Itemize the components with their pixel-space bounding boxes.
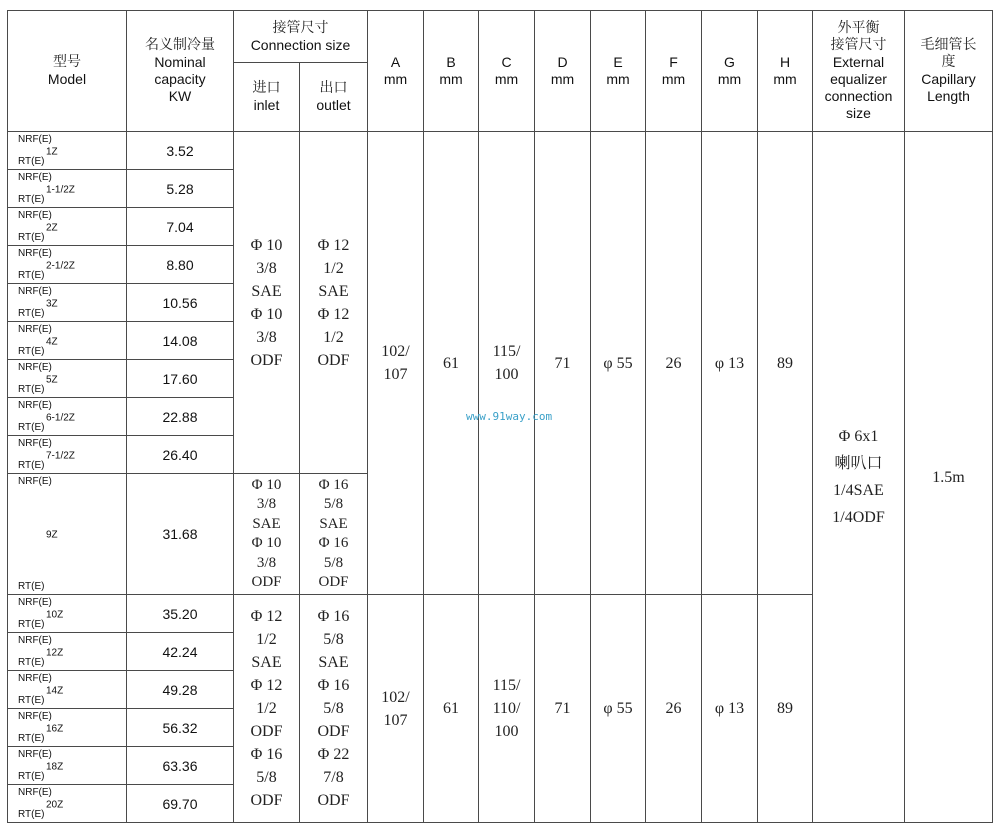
dim-f-cell: 26 [646,595,702,823]
model-prefix: NRF(E) [18,362,52,373]
model-cell [8,360,127,398]
header-capacity-en3: KW [168,88,192,104]
header-outlet: 出口 outlet [300,63,368,132]
header-dim-f: F mm [646,11,702,132]
model-prefix-2: RT(E) [18,156,45,167]
dim-g-cell: φ 13 [702,595,758,823]
model-suffix: 3Z [46,298,58,310]
model-prefix-2: RT(E) [18,809,45,820]
model-prefix-2: RT(E) [18,695,45,706]
dim-e-cell: φ 55 [591,132,646,595]
model-prefix: NRF(E) [18,134,52,145]
header-connection-cn: 接管尺寸 [272,19,329,36]
capacity-cell: 42.24 [127,633,234,671]
capacity-cell: 31.68 [127,474,234,595]
capacity-cell: 7.04 [127,208,234,246]
model-prefix-2: RT(E) [18,232,45,243]
model-prefix-2: RT(E) [18,460,45,471]
model-cell [8,246,127,284]
model-cell [8,208,127,246]
model-cell [8,322,127,360]
model-suffix: 12Z [46,647,64,659]
model-prefix: NRF(E) [18,749,52,760]
model-prefix: NRF(E) [18,635,52,646]
model-suffix: 4Z [46,336,58,348]
model-prefix-2: RT(E) [18,733,45,744]
model-prefix: NRF(E) [18,476,52,487]
model-prefix-2: RT(E) [18,270,45,281]
dim-d-cell: 71 [535,132,591,595]
header-connection-en: Connection size [250,36,351,53]
model-prefix: NRF(E) [18,400,52,411]
dim-g-cell: φ 13 [702,132,758,595]
inlet-cell: Φ 10 3/8 SAE Φ 10 3/8 ODF [234,474,300,595]
capacity-cell: 26.40 [127,436,234,474]
model-suffix: 10Z [46,609,64,621]
model-cell [8,170,127,208]
model-cell [8,709,127,747]
model-cell [8,436,127,474]
header-capacity-en2: capacity [154,71,206,87]
header-capillary: 毛细管长 度 Capillary Length [905,11,993,132]
dim-a-cell: 102/ 107 [368,132,424,595]
dim-c-cell: 115/ 110/ 100 [479,595,535,823]
model-prefix-2: RT(E) [18,346,45,357]
header-model-en: Model [47,71,87,87]
model-prefix: NRF(E) [18,597,52,608]
capacity-cell: 3.52 [127,132,234,170]
inlet-cell: Φ 10 3/8 SAE Φ 10 3/8 ODF [234,132,300,474]
dim-c-cell: 115/ 100 [479,132,535,595]
capacity-cell: 14.08 [127,322,234,360]
model-cell [8,633,127,671]
model-suffix: 20Z [46,799,64,811]
header-model-cn: 型号 [53,54,81,70]
header-external: 外平衡 接管尺寸 External equalizer connection size [813,11,905,132]
outlet-cell: Φ 16 5/8 SAE Φ 16 5/8 ODF Φ 22 7/8 ODF [300,595,368,823]
model-prefix: NRF(E) [18,210,52,221]
model-prefix: NRF(E) [18,787,52,798]
model-suffix: 2Z [46,222,58,234]
dim-a-cell: 102/ 107 [368,595,424,823]
model-prefix: NRF(E) [18,172,52,183]
header-connection [234,11,368,63]
model-prefix: NRF(E) [18,711,52,722]
model-prefix-2: RT(E) [18,657,45,668]
model-suffix: 18Z [46,761,64,773]
capacity-cell: 63.36 [127,747,234,785]
header-dim-e: E mm [591,11,646,132]
model-suffix: 1Z [46,146,58,158]
dim-h-cell: 89 [758,132,813,595]
model-cell [8,284,127,322]
capacity-cell: 17.60 [127,360,234,398]
header-dim-c: C mm [479,11,535,132]
dim-f-cell: 26 [646,132,702,595]
header-dim-b: B mm [424,11,479,132]
inlet-cell: Φ 12 1/2 SAE Φ 12 1/2 ODF Φ 16 5/8 ODF [234,595,300,823]
model-prefix-2: RT(E) [18,308,45,319]
model-suffix: 16Z [46,723,64,735]
model-cell [8,595,127,633]
table-row [8,132,993,170]
model-prefix: NRF(E) [18,438,52,449]
outlet-cell: Φ 12 1/2 SAE Φ 12 1/2 ODF [300,132,368,474]
header-dim-d: D mm [535,11,591,132]
outlet-cell: Φ 16 5/8 SAE Φ 16 5/8 ODF [300,474,368,595]
model-cell [8,747,127,785]
dim-d-cell: 71 [535,595,591,823]
model-suffix: 2-1/2Z [46,260,75,272]
model-prefix-2: RT(E) [18,771,45,782]
model-suffix: 1-1/2Z [46,184,75,196]
capacity-cell: 5.28 [127,170,234,208]
header-model [8,11,127,132]
dim-b-cell: 61 [424,595,479,823]
header-capacity [127,11,234,132]
model-prefix-2: RT(E) [18,194,45,205]
model-cell [8,132,127,170]
capacity-cell: 35.20 [127,595,234,633]
header-capacity-cn: 名义制冷量 [145,37,215,53]
capacity-cell: 10.56 [127,284,234,322]
header-inlet: 进口 inlet [234,63,300,132]
dim-h-cell: 89 [758,595,813,823]
model-prefix: NRF(E) [18,673,52,684]
header-capacity-en1: Nominal [154,54,206,70]
dim-e-cell: φ 55 [591,595,646,823]
model-prefix: NRF(E) [18,248,52,259]
capacity-cell: 56.32 [127,709,234,747]
capacity-cell: 69.70 [127,785,234,823]
model-cell [8,671,127,709]
model-suffix: 5Z [46,374,58,386]
model-cell [8,474,127,595]
watermark: www.91way.com [466,410,553,423]
capacity-cell: 22.88 [127,398,234,436]
model-suffix: 9Z [46,529,58,541]
model-prefix-2: RT(E) [18,619,45,630]
model-prefix-2: RT(E) [18,422,45,433]
model-cell [8,785,127,823]
capacity-cell: 49.28 [127,671,234,709]
model-suffix: 7-1/2Z [46,450,75,462]
model-prefix: NRF(E) [18,324,52,335]
model-prefix-2: RT(E) [18,384,45,395]
model-prefix: NRF(E) [18,286,52,297]
model-cell [8,398,127,436]
external-equalizer-cell: Φ 6x1 喇叭口 1/4SAE 1/4ODF [813,132,905,823]
capillary-cell: 1.5m [905,132,993,823]
model-prefix-2: RT(E) [18,581,45,592]
model-suffix: 6-1/2Z [46,412,75,424]
header-dim-h: H mm [758,11,813,132]
capacity-cell: 8.80 [127,246,234,284]
header-dim-g: G mm [702,11,758,132]
dim-b-cell: 61 [424,132,479,595]
header-dim-a: A mm [368,11,424,132]
model-suffix: 14Z [46,685,64,697]
